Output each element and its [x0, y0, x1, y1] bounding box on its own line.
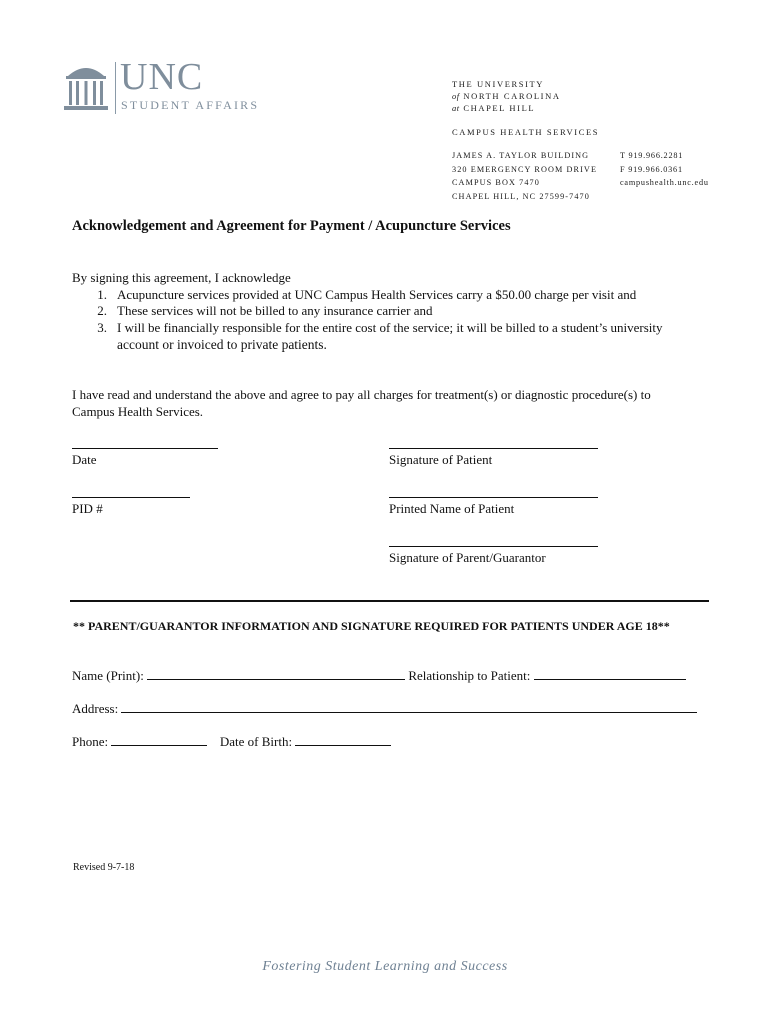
revision-date: Revised 9-7-18 [73, 862, 135, 873]
address-label: Address: [72, 701, 119, 716]
relationship-field[interactable] [534, 667, 686, 680]
date-label: Date [72, 452, 97, 467]
logo-unc-text: UNC [120, 56, 204, 98]
guarantor-signature-line[interactable] [389, 546, 598, 547]
guarantor-notice: ** PARENT/GUARANTOR INFORMATION AND SIGNATURE REQUIRED FOR PATIENTS UNDER AGE 18** [73, 619, 670, 633]
list-item-number: 1. [97, 287, 107, 302]
printed-name-label: Printed Name of Patient [389, 501, 515, 516]
list-item-continued: account or invoiced to private patients. [117, 337, 327, 352]
pid-label: PID # [72, 501, 103, 516]
address-block [452, 149, 597, 203]
date-signature-line[interactable] [72, 448, 218, 449]
footer-tagline: Fostering Student Learning and Success [262, 959, 508, 974]
section-divider [70, 600, 709, 602]
list-item-number: 3. [97, 320, 107, 335]
address-line: JAMES A. TAYLOR BUILDING [452, 151, 590, 160]
address-line: CHAPEL HILL, NC 27599-7470 [452, 191, 590, 201]
fax-number: F 919.966.0361 [620, 164, 683, 174]
address-field[interactable] [121, 700, 697, 713]
website-link[interactable]: campushealth.unc.edu [620, 178, 709, 187]
university-line-3: at CHAPEL HILL [452, 103, 536, 113]
phone-field[interactable] [111, 733, 207, 746]
list-item-number: 2. [97, 303, 107, 318]
address-line: 320 EMERGENCY ROOM DRIVE [452, 164, 598, 174]
list-item: I will be financially responsible for the entire cost of the service; it will be billed to a student’s university [117, 320, 663, 335]
address-line: CAMPUS BOX 7470 [452, 178, 540, 187]
university-line-1: THE UNIVERSITY [452, 79, 545, 89]
list-item: These services will not be billed to any insurance carrier and [117, 303, 433, 318]
printed-name-line[interactable] [389, 497, 598, 498]
phone-label: Phone: [72, 734, 109, 749]
logo-student-affairs-text: STUDENT AFFAIRS [121, 98, 260, 112]
contact-block [620, 149, 709, 190]
patient-signature-label: Signature of Patient [389, 452, 493, 467]
phone-number: T 919.966.2281 [620, 151, 684, 160]
agreement-text-line-1: I have read and understand the above and agree to pay all charges for treatment(s) or diagnostic procedure(s) to [72, 387, 651, 402]
patient-signature-line[interactable] [389, 448, 598, 449]
date-of-birth-field[interactable] [295, 733, 391, 746]
date-of-birth-label: Date of Birth: [219, 734, 293, 749]
guarantor-address-row [72, 700, 697, 717]
name-print-label: Name (Print): [72, 668, 144, 683]
pid-line[interactable] [72, 497, 190, 498]
guarantor-phone-row [72, 733, 391, 750]
old-well-logo-icon [64, 62, 108, 112]
name-print-field[interactable] [147, 667, 405, 680]
department-name: CAMPUS HEALTH SERVICES [452, 127, 600, 137]
list-item: Acupuncture services provided at UNC Campus Health Services carry a $50.00 charge per visit and [117, 287, 637, 302]
page-title: Acknowledgement and Agreement for Payment / Acupuncture Services [72, 218, 511, 234]
logo-divider [115, 62, 116, 114]
intro-text: By signing this agreement, I acknowledge [72, 270, 291, 285]
guarantor-signature-label: Signature of Parent/Guarantor [389, 550, 546, 565]
guarantor-name-row [72, 667, 686, 684]
university-line-2: of NORTH CAROLINA [452, 91, 561, 101]
agreement-text-line-2: Campus Health Services. [72, 404, 204, 419]
relationship-label: Relationship to Patient: [408, 668, 531, 683]
